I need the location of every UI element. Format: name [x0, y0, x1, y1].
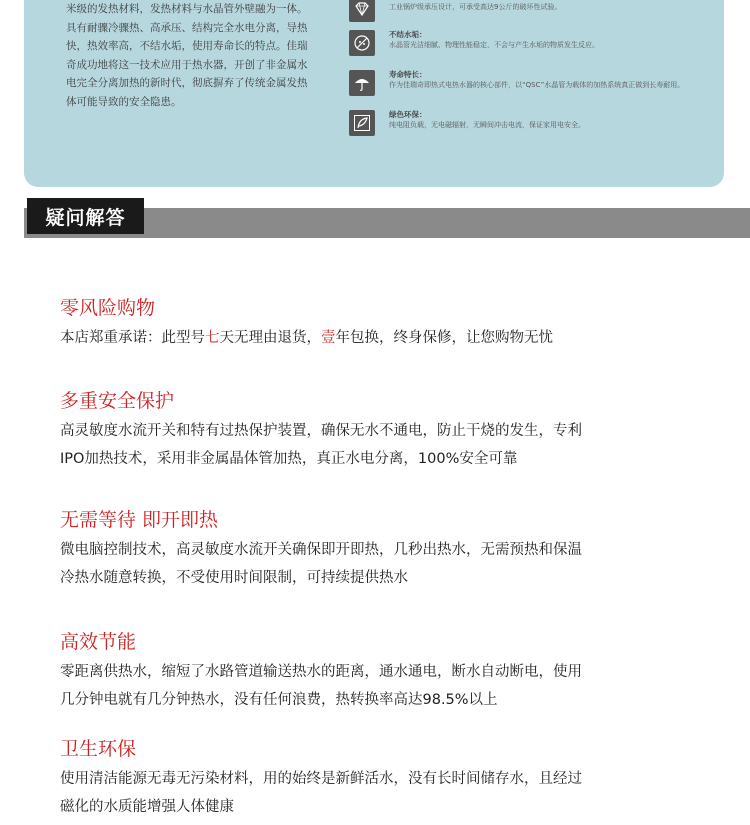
qa-title: 多重安全保护	[60, 390, 175, 412]
intro-line: 体可能导致的安全隐患。	[66, 95, 182, 108]
qa-body	[60, 765, 700, 821]
qa-text: 天无理由退货，	[219, 330, 321, 346]
feature-title: 绿色环保：	[389, 110, 427, 119]
feature-desc: 工业锅炉级承压设计，可承受高达9公斤的破坏性试验。	[389, 3, 562, 11]
qa-title: 无需等待 即开即热	[60, 509, 219, 531]
leaf-icon	[349, 110, 375, 136]
feature-title: 寿命特长：	[389, 70, 427, 79]
no-scale-icon	[349, 30, 375, 56]
qa-line: 冷热水随意转换，不受使用时间限制，可持续提供热水	[60, 570, 408, 586]
qa-title: 零风险购物	[60, 297, 156, 319]
qa-title: 高效节能	[60, 631, 137, 653]
qa-title: 卫生环保	[60, 738, 137, 760]
qa-highlight: 七	[205, 330, 220, 346]
qa-text: 年包换，终身保修，让您购物无忧	[335, 330, 553, 346]
feature-desc: 纯电阻负载，无电磁辐射，无瞬间冲击电流，保证家用电安全。	[389, 121, 585, 129]
qa-line: 零距离供热水，缩短了水路管道输送热水的距离，通水通电，断水自动断电，使用	[60, 664, 582, 680]
qa-item	[60, 630, 700, 714]
feature-desc: 作为佳瑞奇即热式电热水器的核心部件，以“QSC”水晶管为载体的加热系统真正做到长寿耐用。	[389, 81, 685, 89]
intro-line: 米级的发热材料，发热材料与水晶管外壁融为一体。	[66, 3, 308, 15]
section-title: 疑问解答	[27, 198, 144, 234]
qa-item	[60, 737, 700, 821]
qa-text: 本店郑重承诺：此型号	[60, 330, 205, 346]
intro-line: 具有耐骤冷骤热、高承压、结构完全水电分离，导热	[66, 21, 308, 34]
qa-line: 微电脑控制技术，高灵敏度水流开关确保即开即热，几秒出热水，无需预热和保温	[60, 542, 582, 558]
qa-body	[60, 536, 700, 592]
intro-text	[66, 0, 328, 111]
feature-title: 不结水垢：	[389, 30, 427, 39]
intro-line: 快，热效率高，不结水垢，使用寿命长的特点。佳瑞	[66, 40, 308, 52]
qa-body	[60, 417, 700, 473]
qa-highlight: 壹	[321, 330, 336, 346]
intro-line: 奇成功地将这一技术应用于热水器，开创了非金属水	[66, 58, 308, 71]
diamond-icon	[349, 0, 375, 22]
qa-line: 几分钟电就有几分钟热水，没有任何浪费，热转换率高达98.5%以上	[60, 692, 498, 708]
qa-item	[60, 296, 700, 352]
feature-desc: 水晶管光洁细腻、物理性能稳定，不会与产生水垢的物质发生反应。	[389, 41, 599, 49]
qa-body	[60, 324, 700, 352]
intro-line: 电完全分离加热的新时代，彻底摒弃了传统金属发热	[66, 77, 308, 89]
qa-body	[60, 658, 700, 714]
qa-line: 磁化的水质能增强人体健康	[60, 799, 234, 815]
qa-line: 使用清洁能源无毒无污染材料，用的始终是新鲜活水，没有长时间储存水，且经过	[60, 771, 582, 787]
qa-line: 高灵敏度水流开关和特有过热保护装置，确保无水不通电，防止干烧的发生，专利	[60, 423, 582, 439]
umbrella-icon	[349, 70, 375, 96]
qa-line: IPO加热技术，采用非金属晶体管加热，真正水电分离，100%安全可靠	[60, 451, 518, 467]
qa-item	[60, 508, 700, 592]
qa-item	[60, 389, 700, 473]
